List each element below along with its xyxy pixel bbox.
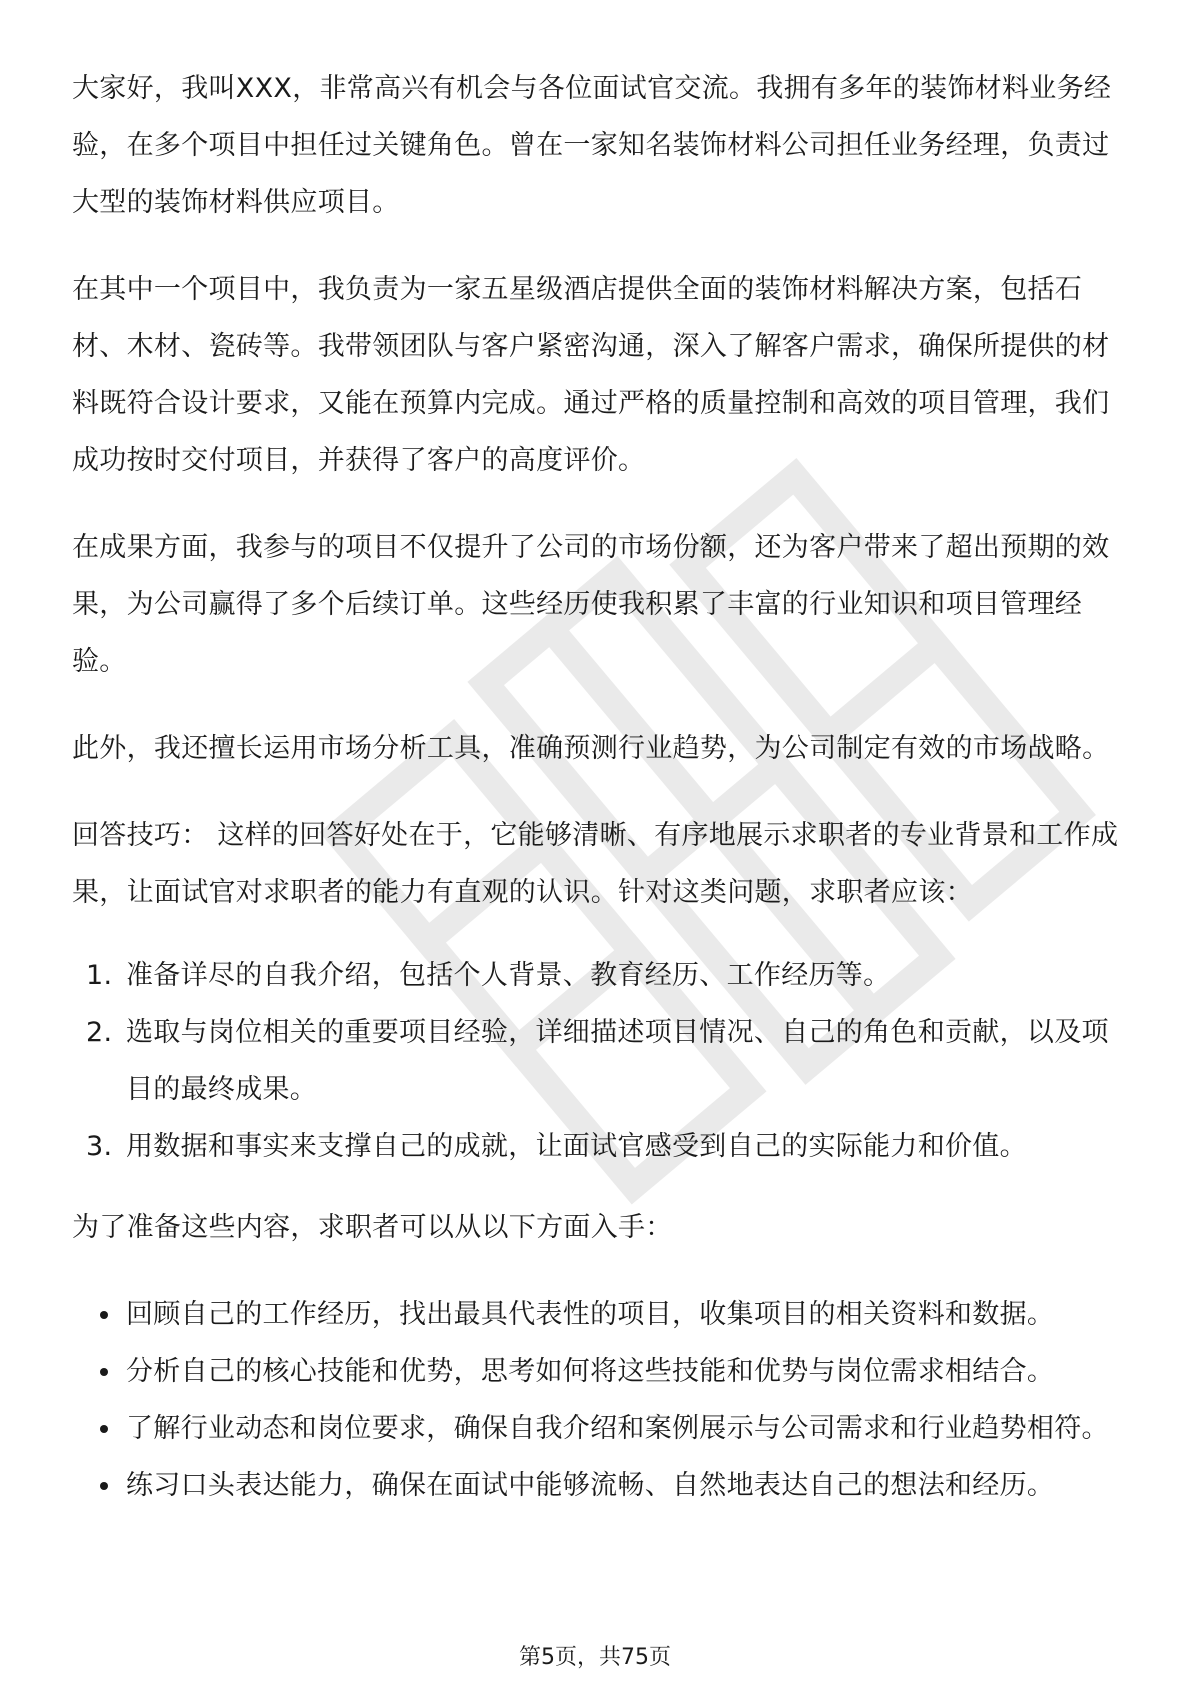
list-item-text: 练习口头表达能力，确保在面试中能够流畅、自然地表达自己的想法和经历。 bbox=[126, 1470, 1055, 1501]
list-item bbox=[72, 1343, 1122, 1400]
bullet-icon bbox=[100, 1311, 108, 1319]
list-item bbox=[72, 1118, 1122, 1175]
list-item bbox=[72, 1004, 1122, 1118]
list-number: 1. bbox=[86, 960, 113, 991]
paragraph-project: 在其中一个项目中，我负责为一家五星级酒店提供全面的装饰材料解决方案，包括石材、木材、瓷砖等。我带领团队与客户紧密沟通，深入了解客户需求，确保所提供的材料既符合设计要求，又能在预算内完成。通过严格的质量控制和高效的项目管理，我们成功按时交付项目，并获得了客户的高度评价。 bbox=[72, 274, 1110, 476]
list-item-text: 选取与岗位相关的重要项目经验，详细描述项目情况、自己的角色和贡献，以及项目的最终成果。 bbox=[126, 1017, 1109, 1105]
paragraph-intro: 大家好，我叫XXX，非常高兴有机会与各位面试官交流。我拥有多年的装饰材料业务经验，在多个项目中担任过关键角色。曾在一家知名装饰材料公司担任业务经理，负责过大型的装饰材料供应项目。 bbox=[72, 73, 1112, 218]
bullet-icon bbox=[100, 1368, 108, 1376]
bullet-list bbox=[72, 1286, 1122, 1514]
paragraph-additional: 此外，我还擅长运用市场分析工具，准确预测行业趋势，为公司制定有效的市场战略。 bbox=[72, 733, 1110, 764]
list-item-text: 用数据和事实来支撑自己的成就，让面试官感受到自己的实际能力和价值。 bbox=[126, 1131, 1027, 1162]
list-item-text: 准备详尽的自我介绍，包括个人背景、教育经历、工作经历等。 bbox=[126, 960, 891, 991]
list-item-text: 回顾自己的工作经历，找出最具代表性的项目，收集项目的相关资料和数据。 bbox=[126, 1299, 1055, 1330]
bullet-icon bbox=[100, 1482, 108, 1490]
list-item-text: 了解行业动态和岗位要求，确保自我介绍和案例展示与公司需求和行业趋势相符。 bbox=[126, 1413, 1109, 1444]
list-number: 2. bbox=[86, 1017, 113, 1048]
list-number: 3. bbox=[86, 1131, 113, 1162]
bullet-icon bbox=[100, 1425, 108, 1433]
list-item bbox=[72, 947, 1122, 1004]
paragraph-bullets-intro: 为了准备这些内容，求职者可以从以下方面入手： bbox=[72, 1212, 673, 1243]
page-footer: 第5页，共75页 bbox=[519, 1645, 671, 1670]
list-item bbox=[72, 1457, 1122, 1514]
list-item-text: 分析自己的核心技能和优势，思考如何将这些技能和优势与岗位需求相结合。 bbox=[126, 1356, 1055, 1387]
list-item bbox=[72, 1400, 1122, 1457]
paragraph-results: 在成果方面，我参与的项目不仅提升了公司的市场份额，还为客户带来了超出预期的效果，为公司赢得了多个后续订单。这些经历使我积累了丰富的行业知识和项目管理经验。 bbox=[72, 532, 1110, 677]
list-item bbox=[72, 1286, 1122, 1343]
numbered-list bbox=[72, 947, 1122, 1175]
paragraph-tips: 回答技巧： 这样的回答好处在于，它能够清晰、有序地展示求职者的专业背景和工作成果，让面试官对求职者的能力有直观的认识。针对这类问题，求职者应该： bbox=[72, 820, 1119, 908]
document-body bbox=[72, 60, 1122, 1514]
